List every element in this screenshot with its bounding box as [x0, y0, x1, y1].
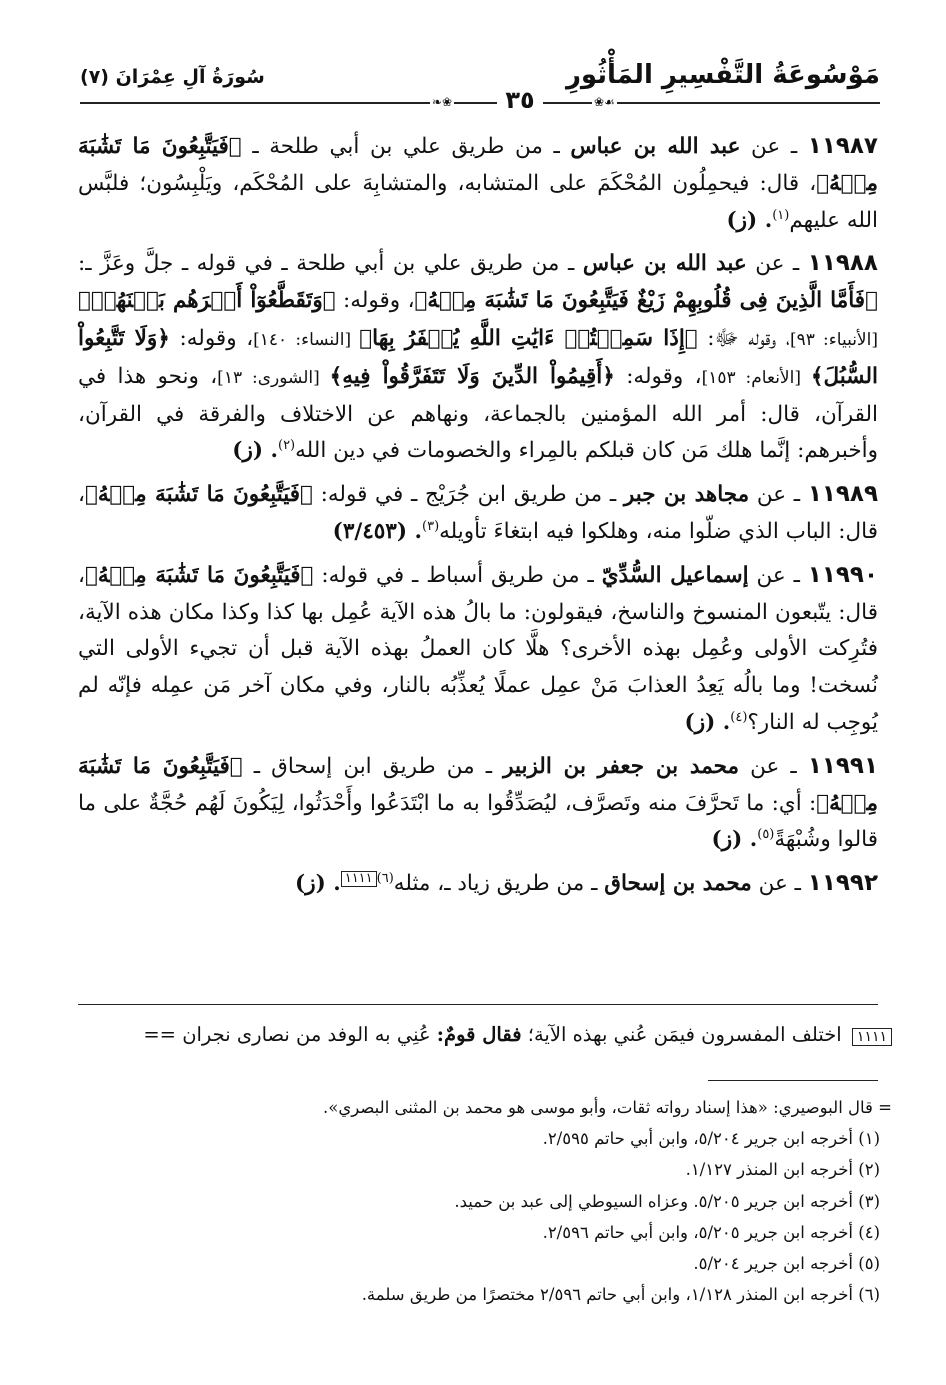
- entry-dash: ـ عن: [740, 134, 808, 159]
- entry-number: ١١٩٩٢: [807, 870, 878, 897]
- entry-number: ١١٩٩٠: [807, 561, 878, 588]
- entry-11992: [78, 865, 878, 903]
- footnote-ref: (٦): [376, 870, 394, 886]
- entry-11988: [78, 245, 878, 470]
- entry-dash: ـ عن: [749, 482, 808, 508]
- narrator-name: عبد الله بن عباس: [570, 134, 741, 159]
- footnote-ref: (٤): [730, 709, 748, 725]
- entry-11991: [78, 748, 878, 859]
- entry-number: ١١٩٨٨: [807, 250, 878, 277]
- footnote-line: (١) أخرجه ابن جرير ٥/٢٠٤، وابن أبي حاتم ٢/٥٩٥.: [542, 1129, 880, 1149]
- note-text: عُنِي به الوفد من نصارى نجران ==: [143, 1023, 437, 1046]
- chain-text: ـ من طريق علي بن أبي طلحة ـ في قوله ـ جلَّ وعَزَّ ـ:: [78, 251, 583, 277]
- commentary-marker: ١١١١: [852, 1028, 892, 1046]
- entry-text: ، قال: يتّبعون المنسوخ والناسخ، فيقولون: ما بالُ هذه الآية عُمِل بها كذا وكذا مكان هذه الآية، فتُرِكت الأولى وعُمِل بهذه الأخرى؟ هلَّا كان العملُ بهذه الآية قبل أن تجيء الأولى التي نُسخت! وما بالُه يَعِدُ العذابَ مَنْ عمِل عملًا يُعذِّبُه بالنار، وفي مكان آخر مَن عمِله فإنّه لم يُوجِب له النار؟: [78, 562, 878, 735]
- chain-text: ـ من طريق ابن جُرَيْج ـ في قوله:: [312, 482, 624, 508]
- commentary-note: [40, 1020, 892, 1050]
- footnote-line: (٦) أخرجه ابن المنذر ١/١٢٨، وابن أبي حاتم ٢/٥٩٦ مختصرًا من طريق سلمة.: [361, 1285, 880, 1305]
- footnote-line: = قال البوصيري: «هذا إسناد رواته ثقات، وأبو موسى هو محمد بن المثنى البصري».: [323, 1098, 892, 1117]
- surah-reference: [الأنعام: ١٥٣]: [701, 367, 811, 388]
- chain-text: ـ من طريق زياد ـ، مثله: [393, 871, 605, 897]
- entry-text: ، وقوله:: [335, 288, 415, 314]
- source-tag: . (٣/٤٥٣): [332, 518, 423, 544]
- quran-quote: ﴿فَأَمَّا الَّذِينَ فِى قُلُوبِهِمْ زَيْغٌ فَيَتَّبِعُونَ مَا تَشَٰبَهَ مِنۡهُ﴾: [414, 288, 878, 314]
- narrator-name: مجاهد بن جبر: [623, 482, 750, 508]
- surah-reference: [الأنبياء: ٩٣]: [789, 329, 878, 350]
- page-header: [80, 58, 880, 114]
- entry-11989: [78, 476, 878, 551]
- footnote-ref: (١): [772, 207, 790, 223]
- footnote-line: (٥) أخرجه ابن جرير ٥/٢٠٤.: [693, 1254, 880, 1274]
- ornament-right-icon: ☙❀: [594, 95, 615, 109]
- note-text: اختلف المفسرون فيمَن عُني بهذه الآية؛: [521, 1023, 848, 1046]
- narrator-name: محمد بن جعفر بن الزبير: [503, 753, 740, 779]
- surah-reference: [الشورى: ١٣]: [217, 367, 330, 388]
- footnote-ref: (٢): [277, 438, 296, 454]
- main-separator: [78, 1004, 878, 1005]
- entry-text: : أي: ما تَحرَّفَ منه وتَصرَّف، ليُصَدِّقُوا به ما ابْتَدَعُوا وأَحْدَثُوا، لِيَكُونَ لَهُم حُجَّةٌ على ما قالوا وشُبْهَةً: [78, 790, 878, 853]
- source-tag: . (ز): [295, 871, 341, 897]
- surah-reference: [النساء: ١٤٠]: [253, 329, 360, 350]
- quran-quote: ﴿وَلَا تَتَّبِعُواْ السُّبُلَ﴾: [78, 325, 878, 389]
- entry-11990: [78, 557, 878, 742]
- narrator-name: إسماعيل السُّدِّيّ: [601, 562, 749, 588]
- note-bold-text: فقال قومٌ:: [436, 1023, 522, 1046]
- entry-11987: [78, 128, 878, 239]
- footnote-line: (٢) أخرجه ابن المنذر ١/١٢٧.: [685, 1160, 880, 1180]
- entry-dash: ـ عن: [751, 871, 808, 897]
- source-tag: . (ز): [711, 827, 758, 853]
- page-number: ٣٥: [497, 86, 542, 114]
- narrator-name: محمد بن إسحاق: [604, 871, 752, 897]
- quran-quote: ﴿فَيَتَّبِعُونَ مَا تَشَٰبَهَ مِنۡهُ﴾: [78, 134, 878, 196]
- chain-text: ـ من طريق علي بن أبي طلحة ـ: [241, 134, 571, 159]
- main-text: [78, 128, 878, 909]
- ornament-left-icon: ❀❧: [432, 95, 453, 109]
- entry-text: ، قال: فيحمِلُون المُحْكَمَ على المتشابه، والمتشابِهَ على المُحْكَم، ويَلْبِسُون؛ فلبَّس الله عليهم: [78, 170, 878, 233]
- quran-quote: ﴿وَتَقَطَّعُوٓاْ أَمۡرَهُم بَيۡنَهُمۡ﴾: [78, 288, 336, 314]
- chain-text: ـ من طريق أسباط ـ في قوله:: [313, 562, 602, 588]
- footnote-line: (٣) أخرجه ابن جرير ٥/٢٠٥. وعزاه السيوطي إلى عبد بن حميد.: [454, 1191, 880, 1211]
- entry-dash: ـ عن: [748, 562, 808, 588]
- quran-quote: ﴿فَيَتَّبِعُونَ مَا تَشَٰبَهَ مِنۡهُ﴾: [84, 562, 314, 588]
- quran-quote: ﴿أَقِيمُواْ الدِّينَ وَلَا تَتَفَرَّقُواْ فِيهِ﴾: [329, 363, 615, 389]
- book-title: مَوْسُوعَةُ التَّفْسِيرِ المَأْثُورِ: [565, 60, 880, 90]
- footnote-separator: [708, 1080, 878, 1081]
- quran-quote: ﴿إِذَا سَمِعۡتُمۡ ءَايَٰتِ اللَّهِ يُكۡفَرُ بِهَا﴾: [359, 325, 698, 351]
- quran-quote: ﴿فَيَتَّبِعُونَ مَا تَشَٰبَهَ مِنۡهُ﴾: [84, 482, 313, 508]
- entry-text: ، ونحو هذا في القرآن، قال: أمر الله المؤمنين بالجماعة، ونهاهم عن الاختلاف والفرقة في القرآن، وأخبرهم: إنَّما هلك مَن كان قبلكم بالمِراء والخصومات في دين الله: [78, 363, 878, 464]
- footnote-ref: (٣): [422, 518, 440, 534]
- entry-text: ، قال: الباب الذي ضلّوا منه، وهلكوا فيه ابتغاءَ تأويله: [78, 482, 878, 544]
- surah-title: سُورَةُ آلِ عِمْرَانَ (٧): [80, 66, 265, 88]
- entry-number: ١١٩٩١: [807, 752, 879, 779]
- entry-text: ، وقوله:: [169, 325, 254, 351]
- footnote-ref: (٥): [757, 827, 775, 843]
- entry-number: ١١٩٨٧: [807, 133, 878, 159]
- entry-dash: ـ عن: [739, 753, 808, 779]
- narrator-name: عبد الله بن عباس: [582, 251, 747, 277]
- footnotes: [80, 1092, 892, 1310]
- footnote-line: (٤) أخرجه ابن جرير ٥/٢٠٥، وابن أبي حاتم ٢/٥٩٦.: [542, 1222, 880, 1242]
- source-tag: . (ز): [232, 438, 278, 464]
- entry-number: ١١٩٨٩: [807, 481, 879, 508]
- entry-dash: ـ عن: [746, 251, 808, 277]
- commentary-marker[interactable]: ١١١١: [341, 871, 377, 887]
- entry-text: ، وقوله:: [614, 363, 702, 389]
- source-tag: . (ز): [684, 709, 731, 735]
- source-tag: . (ز): [726, 207, 773, 233]
- entry-text: ، وقوله ﷻ:: [697, 325, 790, 351]
- page-number-box: [435, 86, 605, 116]
- quran-quote: ﴿فَيَتَّبِعُونَ مَا تَشَٰبَهَ مِنۡهُ﴾: [78, 753, 878, 816]
- chain-text: ـ من طريق ابن إسحاق ـ: [242, 753, 504, 779]
